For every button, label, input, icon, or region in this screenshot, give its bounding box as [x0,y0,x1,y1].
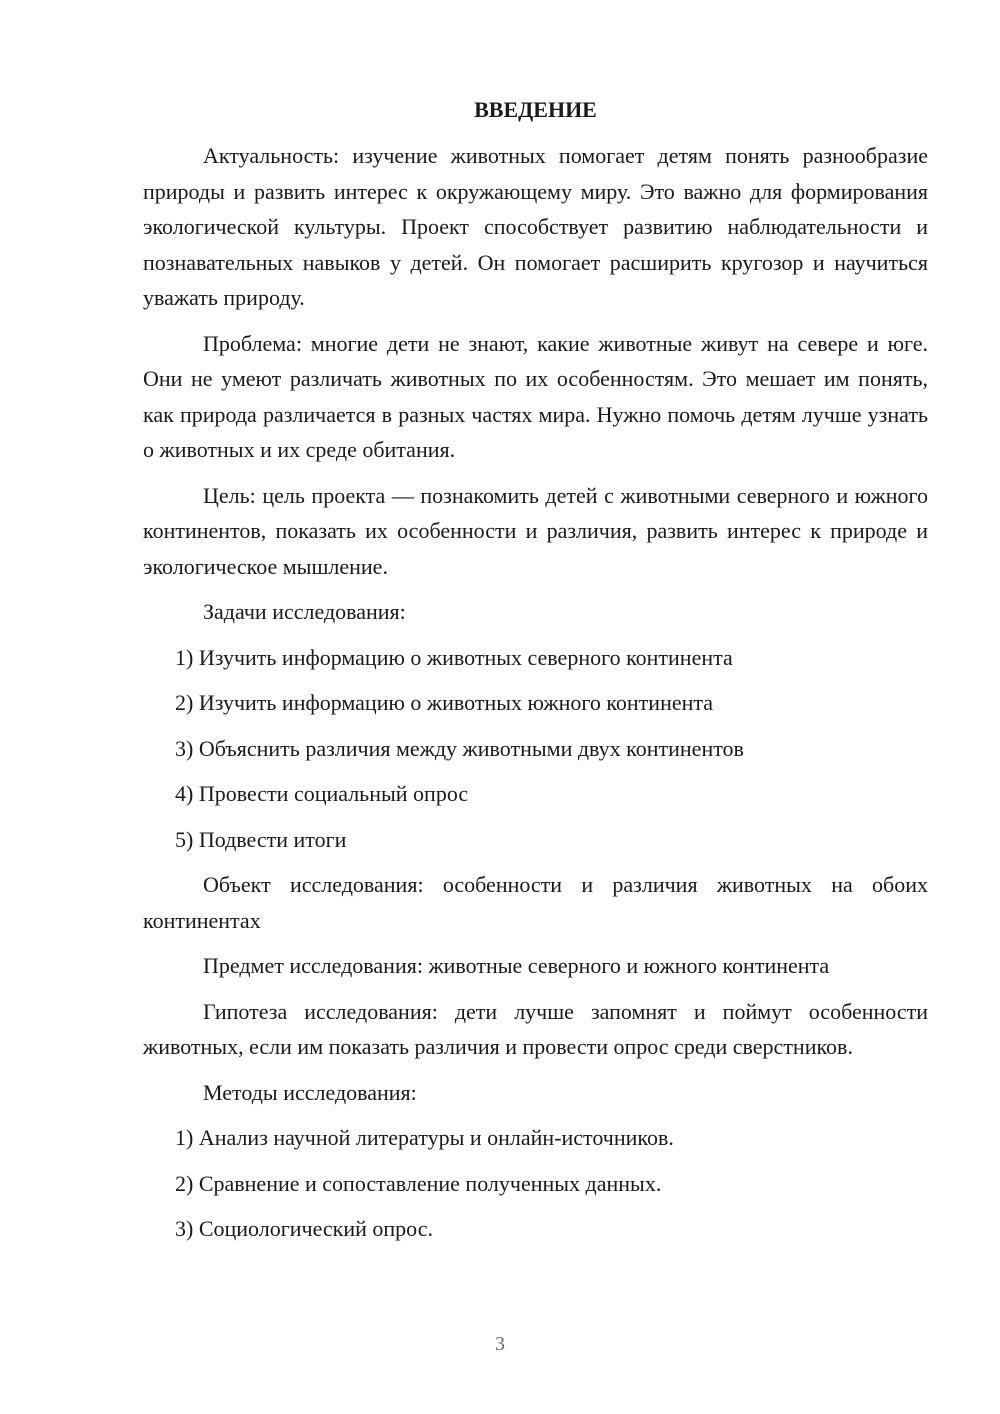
list-item: 1) Анализ научной литературы и онлайн-источников. [175,1125,674,1150]
section-title: ВВЕДЕНИЕ [474,97,597,122]
list-item: 3) Объяснить различия между животными двух континентов [175,735,744,761]
list-item: 4) Провести социальный опрос [175,781,469,806]
list-item: 2) Сравнение и сопоставление полученных данных. [175,1170,662,1196]
methods-heading: Методы исследования: [203,1079,417,1105]
document-page [143,92,928,1257]
relevance-paragraph: Актуальность: изучение животных помогает детям понять разнообразие природы и развить интерес к окружающему миру. Это важно для формирования экологической культуры. Проект способствует развитию наблюдательности и познавательных навыков у детей. Он помогает расширить кругозор и научиться уважать природу. [143,143,928,310]
problem-paragraph: Проблема: многие дети не знают, какие животные живут на севере и юге. Они не умеют различать животных по их особенностям. Это мешает им понять, как природа различается в разных частях мира. Нужно помочь детям лучше узнать о животных и их среде обитания. [143,330,928,462]
list-item: 3) Социологический опрос. [175,1216,433,1241]
list-item: 5) Подвести итоги [175,826,347,852]
tasks-list [143,640,928,858]
list-item: 2) Изучить информацию о животных южного континента [175,690,714,715]
methods-list [143,1120,928,1247]
subject-paragraph: Предмет исследования: животные северного и южного континента [203,953,830,978]
list-item: 1) Изучить информацию о животных северного континента [175,644,733,670]
object-paragraph: Объект исследования: особенности и различия животных на обоих континентах [143,872,928,933]
goal-paragraph: Цель: цель проекта — познакомить детей с животными северного и южного континентов, показать их особенности и различия, развить интерес к природе и экологическое мышление. [143,482,928,579]
hypothesis-paragraph: Гипотеза исследования: дети лучше запомнят и поймут особенности животных, если им показать различия и провести опрос среди сверстников. [143,998,928,1059]
page-number: 3 [495,1333,505,1355]
tasks-heading: Задачи исследования: [203,599,406,624]
